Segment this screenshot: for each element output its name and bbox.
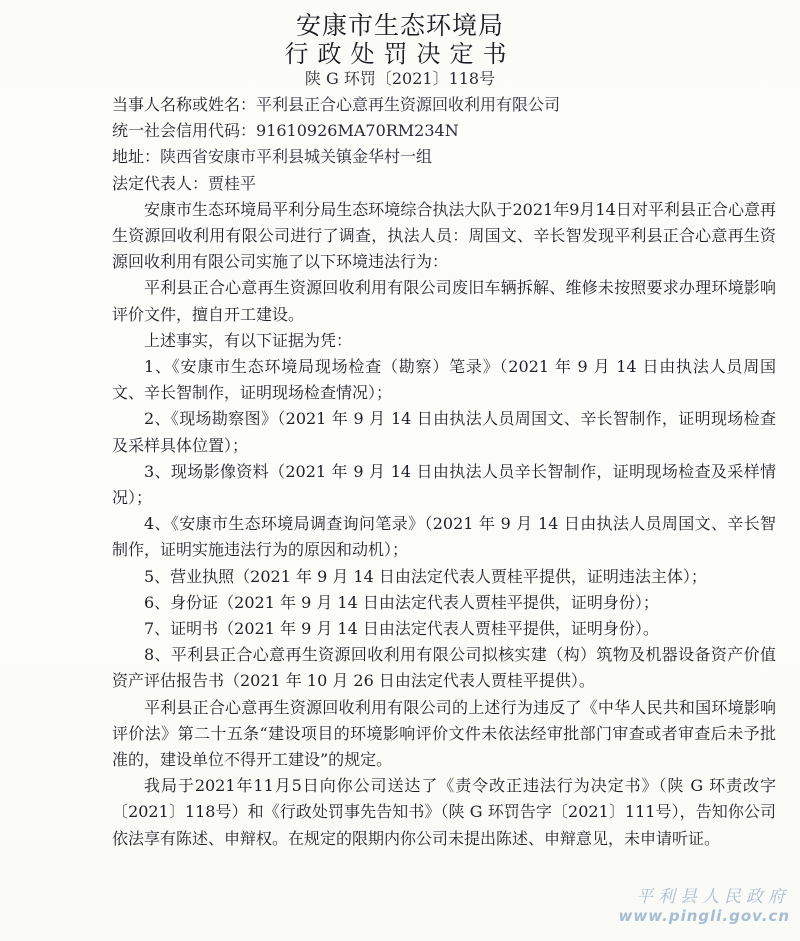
evidence-item: 6、身份证（2021 年 9 月 14 日由法定代表人贾桂平提供，证明身份）； (144, 592, 659, 612)
credit-code-row (112, 118, 776, 144)
evidence-intro: 上述事实，有以下证据为凭： (144, 330, 353, 350)
party-name-value: 平利县正合心意再生资源回收利用有限公司 (256, 95, 561, 114)
legal-rep-row (112, 171, 776, 197)
agency-title: 安康市生态环境局 (295, 11, 504, 40)
evidence-item: 2、《现场勘察图》（2021 年 9 月 14 日由执法人员周国文、辛长智制作，证明现场检查及采样具体位置）； (112, 409, 776, 455)
violation-paragraph: 平利县正合心意再生资源回收利用有限公司废旧车辆拆解、维修未按照要求办理环境影响评价文件，擅自开工建设。 (112, 278, 776, 324)
evidence-item: 1、《安康市生态环境局现场检查（勘察）笔录》（2021 年 9 月 14 日由执法人员周国文、辛长智制作，证明现场检查情况）； (112, 356, 776, 403)
credit-code-value: 91610926MA70RM234N (256, 121, 459, 141)
watermark-site-name: 平利县人民政府 (636, 887, 790, 907)
legal-rep-label: 法定代表人： (112, 173, 209, 193)
document-number: 陕 G 环罚〔2021〕118号 (304, 69, 496, 88)
notification-paragraph: 我局于2021年11月5日向你公司送达了《责令改正违法行为决定书》（陕 G 环责改字〔2021〕118号）和《行政处罚事先告知书》（陕 G 环罚告字〔2021〕111号），告知你公司依法享有陈述、申辩权。在规定的限期内你公司未提出陈述、申辩意见，未申请听证。 (112, 776, 776, 848)
evidence-item: 5、营业执照（2021 年 9 月 14 日由法定代表人贾桂平提供，证明违法主体）； (144, 566, 707, 586)
site-watermark (619, 882, 790, 925)
address-row (112, 144, 776, 170)
address-label: 地址： (112, 147, 161, 167)
evidence-item: 8、平利县正合心意再生资源回收利用有限公司拟核实建（构）筑物及机器设备资产价值资产评估报告书（2021 年 10 月 26 日由法定代表人贾桂平提供）。 (112, 645, 776, 691)
credit-code-label: 统一社会信用代码： (112, 121, 257, 141)
legal-rep-value: 贾桂平 (208, 173, 257, 193)
address-value: 陕西省安康市平利县城关镇金华村一组 (160, 147, 433, 167)
investigation-paragraph: 安康市生态环境局平利分局生态环境综合执法大队于2021年9月14日对平利县正合心意再生资源回收利用有限公司进行了调查，执法人员：周国文、辛长智发现平利县正合心意再生资源回收利用有限公司实施了以下环境违法行为： (112, 199, 776, 272)
evidence-item: 3、现场影像资料（2021 年 9 月 14 日由执法人员辛长智制作，证明现场检查及采样情况）； (112, 461, 776, 507)
party-name-row (112, 92, 776, 118)
legal-violation-paragraph: 平利县正合心意再生资源回收利用有限公司的上述行为违反了《中华人民共和国环境影响评价法》第二十五条“建设项目的环境影响评价文件未依法经审批部门审查或者审查后未予批准的，建设单位不得开工建设”的规定。 (112, 697, 776, 770)
evidence-item: 4、《安康市生态环境局调查询问笔录》（2021 年 9 月 14 日由执法人员周国文、辛长智制作，证明实施违法行为的原因和动机）； (112, 514, 776, 560)
watermark-url: www.pingli.gov.cn (618, 907, 790, 925)
document-body (112, 92, 776, 852)
evidence-item: 7、证明书（2021 年 9 月 14 日由法定代表人贾桂平提供，证明身份）。 (144, 619, 659, 638)
document-type-title: 行政处罚决定书 (284, 40, 516, 68)
party-name-label: 当事人名称或姓名： (112, 95, 257, 114)
